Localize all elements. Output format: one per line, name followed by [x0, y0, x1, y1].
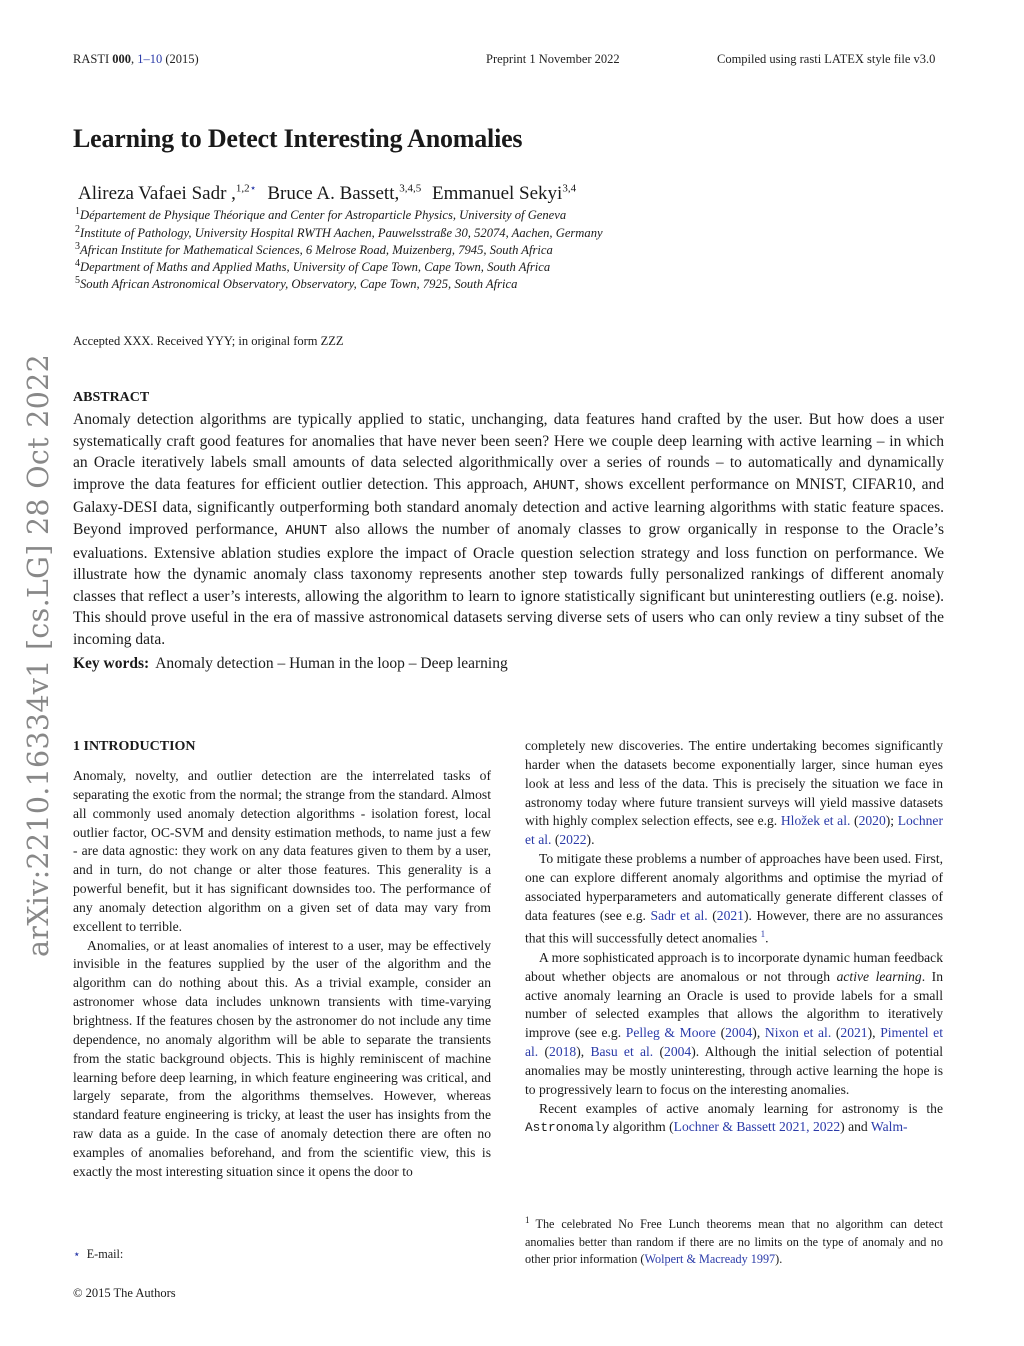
- keywords-text: Anomaly detection – Human in the loop – Deep learning: [155, 655, 508, 672]
- journal-name: RASTI: [73, 52, 113, 66]
- citation-link[interactable]: Hložek et al.: [780, 813, 851, 829]
- paragraph: completely new discoveries. The entire undertaking becomes significantly harder when the datasets become exponentially larger, since human eyes look at less and less of the data. This is precisely the situation we face in astronomy today where future transient surveys will yield massive datasets with highly complex selection effects, see e.g. Hložek et al. (2020); Lochner et al. (2022).: [525, 738, 943, 848]
- abstract-body: Anomaly detection algorithms are typically applied to static, unchanging, data features hand crafted by the user. But how does a user systematically craft good features for anomalies that have never been seen? Here we couple deep learning with active learning – in which an Oracle iteratively labels small amounts of data selected algorithmically over a series of rounds – to automatically and dynamically improve the data features for efficient outlier detection. This approach, AHUNT, shows excellent performance on MNIST, CIFAR10, and Galaxy-DESI data, significantly outperforming both standard anomaly detection and active learning algorithms with static feature spaces. Beyond improved performance, AHUNT also allows the number of anomaly classes to grow organically in response to the Oracle’s evaluations. Extensive ablation studies explore the impact of Oracle question selection strategy and loss function on performance. We illustrate how the dynamic anomaly class taxonomy represents another step towards fully personalized rankings of different anomaly classes that reflect a user’s interests, allowing the algorithm to learn to ignore statistically significant but uninteresting outliers (e.g. noise). This should prove useful in the era of massive astronomical datasets serving diverse sets of users who can only review a tiny subset of the incoming data.: [73, 411, 944, 648]
- author-affiliation-mark: 3,4,5: [399, 182, 422, 195]
- author-affiliation-mark: 1,2⋆: [235, 182, 257, 195]
- author-affiliation-mark: 3,4: [562, 182, 577, 195]
- running-header-left: [73, 52, 199, 67]
- citation-link[interactable]: 2021: [840, 1025, 868, 1041]
- citation-link[interactable]: 2022: [559, 832, 587, 848]
- paragraph: Anomaly, novelty, and outlier detection are the interrelated tasks of separating the exotic from the normal; the strange from the standard. Almost all commonly used anomaly detection algorithms - isolation forest, local outlier factor, OC-SVM and density estimation methods, to name just a few - are data agnostic: they work on any data features given to them by a user, and in turn, do not change or alter those features. This generality is a powerful benefit, but it has significant downsides too. The performance of any anomaly detection algorithm on a given set of data may vary from excellent to terrible.: [73, 768, 491, 934]
- copyright: © 2015 The Authors: [73, 1286, 176, 1300]
- citation-link[interactable]: 2018: [549, 1044, 577, 1060]
- ahunt-name: AHUNT: [533, 477, 576, 494]
- author-name: Bruce A. Bassett,: [267, 183, 400, 204]
- citation-link[interactable]: Pimentel et al.: [525, 1025, 943, 1060]
- citation-link[interactable]: 2020: [858, 813, 886, 829]
- journal-volume: 000: [112, 52, 131, 66]
- citation-link[interactable]: 2004: [664, 1044, 692, 1060]
- paper-title: Learning to Detect Interesting Anomalies: [73, 124, 523, 153]
- footnote-marker[interactable]: 1: [760, 929, 766, 940]
- citation-link[interactable]: Wolpert & Macready 1997: [644, 1252, 776, 1267]
- affiliation: $^3$African Institute for Mathematical Sciences, 6 Melrose Road, Muizenberg, 7945, South Africa: [75, 240, 553, 257]
- affiliation: $^5$South African Astronomical Observatory, Observatory, Cape Town, 7925, South Africa: [75, 274, 518, 291]
- section-heading: 1 INTRODUCTION: [73, 739, 196, 754]
- citation-link[interactable]: Pelleg & Moore: [625, 1025, 716, 1041]
- accepted-note: Accepted XXX. Received YYY; in original form ZZZ: [73, 334, 344, 348]
- keywords-label: Key words:: [73, 655, 150, 672]
- citation-link[interactable]: Basu et al.: [590, 1044, 654, 1060]
- right-column: [525, 737, 943, 1138]
- affiliation: $^4$Department of Maths and Applied Maths, University of Cape Town, Cape Town, South Africa: [75, 257, 551, 274]
- footnote: $^1$ The celebrated No Free Lunch theorems mean that no algorithm can detect anomalies better than random if there are no limits on the type of anomaly and no other prior information (Wolpert & Macready 1997).: [525, 1215, 943, 1267]
- astronomaly-name: Astronomaly: [525, 1120, 610, 1136]
- arxiv-identifier[interactable]: arXiv:2210.16334v1 [cs.LG] 28 Oct 2022: [22, 354, 55, 957]
- affiliation: $^2$Institute of Pathology, University Hospital RWTH Aachen, Pauwelsstraße 30, 52074, Aachen, Germany: [75, 223, 603, 240]
- left-column: [73, 767, 491, 1182]
- citation-link[interactable]: Lochner & Bassett 2021, 2022: [673, 1119, 841, 1135]
- affiliation: $^1$Département de Physique Théorique and Center for Astroparticle Physics, University of Geneva: [75, 205, 567, 222]
- citation-link[interactable]: 2004: [725, 1025, 753, 1041]
- keywords: [73, 655, 508, 673]
- email-footnote: ⋆ E-mail:: [73, 1247, 124, 1261]
- preprint-date: Preprint 1 November 2022: [486, 52, 620, 66]
- paragraph: To mitigate these problems a number of approaches have been used. First, one can explore different anomaly algorithms and optimise the myriad of associated hyperparameters and automatically generate different classes of data features (see e.g. Sadr et al. (2021). However, there are no assurances that this will successfully detect anomalies $^1$.: [525, 851, 943, 946]
- journal-year: (2015): [162, 52, 199, 66]
- citation-link[interactable]: Sadr et al.: [650, 907, 708, 923]
- page-range-link[interactable]: 1–10: [137, 52, 163, 66]
- citation-link[interactable]: 2021: [716, 907, 744, 923]
- citation-link[interactable]: Lochner et al.: [525, 813, 943, 848]
- compiled-note: Compiled using rasti LATEX style file v3.0: [717, 52, 936, 66]
- abstract-heading: ABSTRACT: [73, 390, 150, 405]
- author-name: Emmanuel Sekyi: [432, 183, 563, 204]
- pages-separator: ,: [131, 52, 138, 66]
- paragraph: A more sophisticated approach is to incorporate dynamic human feedback about whether objects are anomalous or not through active learning. In active anomaly learning an Oracle is used to provide labels for a small number of selected examples that allows the algorithm to iteratively improve (see e.g. Pelleg & Moore (2004), Nixon et al. (2021), Pimentel et al. (2018), Basu et al. (2004). Although the initial selection of potential anomalies may be mostly uninteresting, through active learning the hope is to progressively learn to focus on the interesting anomalies.: [525, 949, 944, 1097]
- author-list: [78, 183, 576, 205]
- citation-link[interactable]: Walm-: [870, 1119, 908, 1135]
- paragraph: Recent examples of active anomaly learning for astronomy is the Astronomaly algorithm (Lochner & Bassett 2021, 2022) and Walm-: [525, 1100, 943, 1136]
- ahunt-name: AHUNT: [285, 522, 328, 539]
- paragraph: Anomalies, or at least anomalies of interest to a user, may be effectively invisible in the features supplied by the user of the algorithm and the algorithm can do nothing about this. As a trivial example, consider an astronomer whose data includes unknown transients with time-varying brightness. If the features chosen by the astronomer do not include any time dependence, no anomaly algorithm will be able to separate the transients from the static background objects. This is highly reminiscent of machine learning before deep learning, in which feature engineering was critical, and largely separate, from the algorithms themselves. However, whereas standard feature engineering is tricky, at least the user has insights from the raw data as a guide. In the case of anomaly detection there are often no examples of anomalies beforehand, and from the scientific view, this is exactly the most interesting situation since it opens the door to: [73, 937, 491, 1179]
- author-name: Alireza Vafaei Sadr ,: [78, 183, 236, 204]
- citation-link[interactable]: Nixon et al.: [764, 1025, 832, 1041]
